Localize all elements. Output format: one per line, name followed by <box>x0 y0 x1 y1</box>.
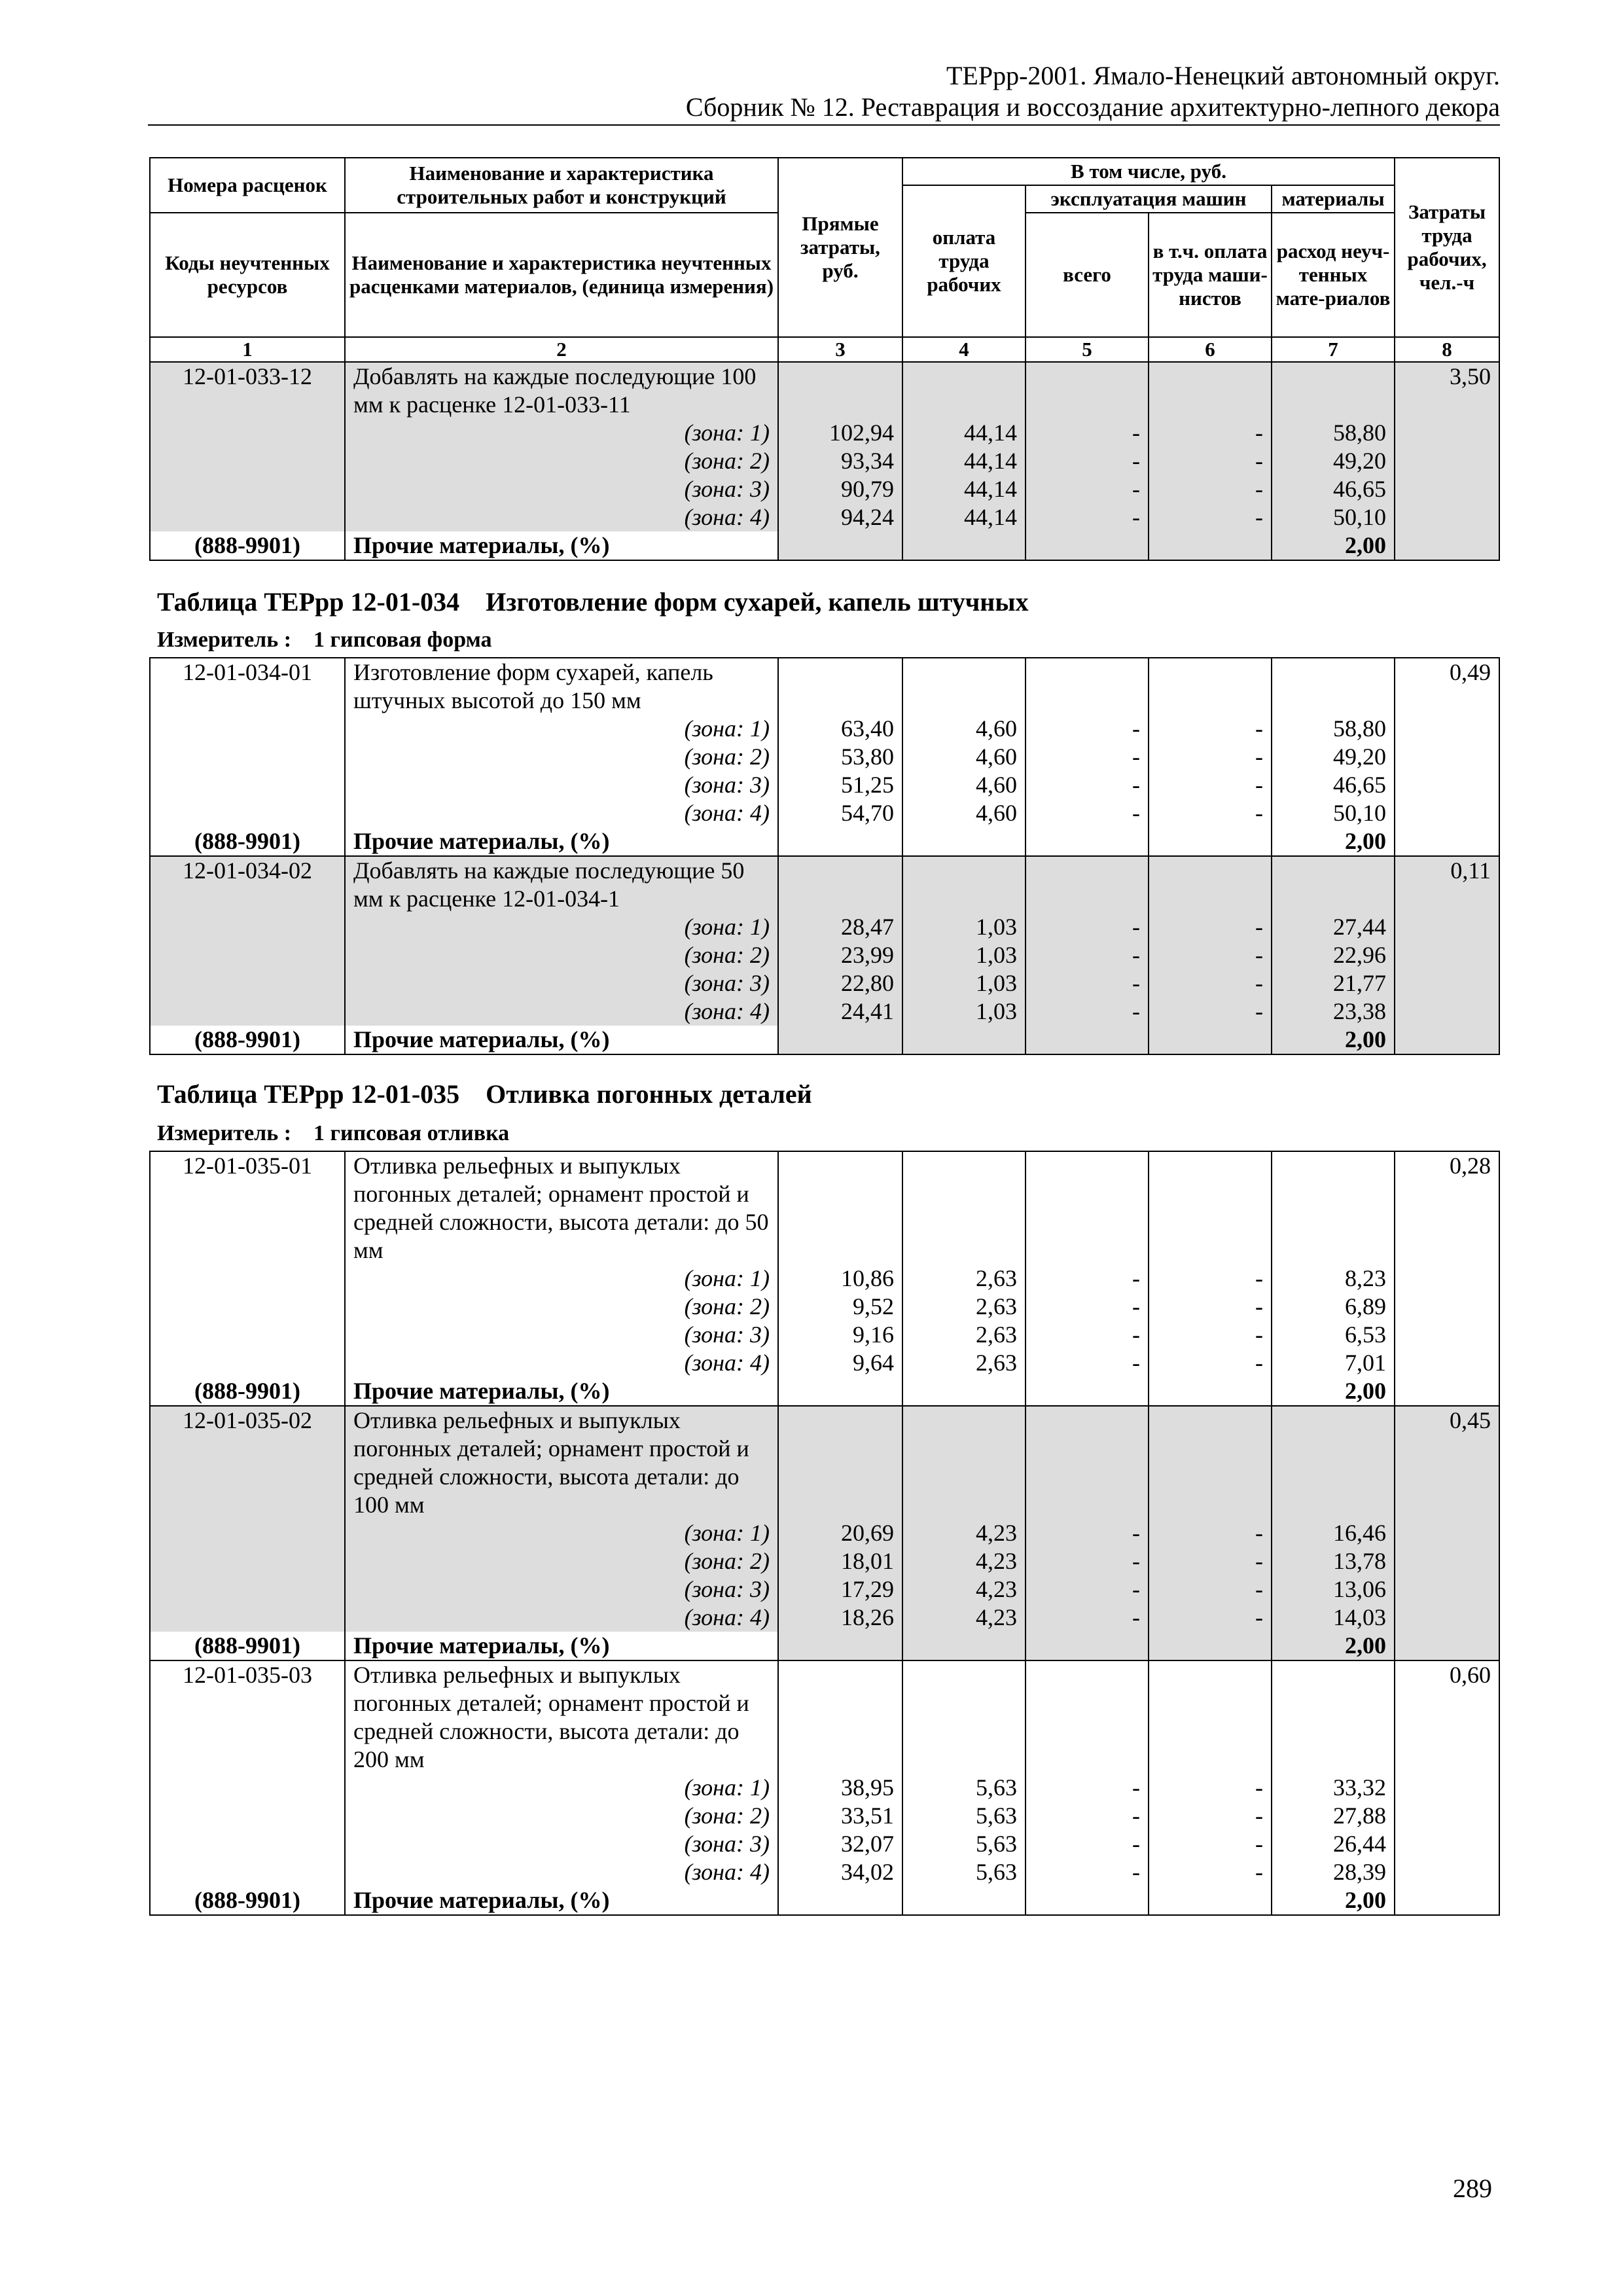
zone-label: (зона: 3) <box>345 475 778 503</box>
rate-code: 12-01-034-02 <box>150 856 345 913</box>
rate-code: 12-01-035-03 <box>150 1660 345 1774</box>
materials: 27,88 <box>1272 1802 1395 1830</box>
direct-cost: 32,07 <box>778 1830 902 1858</box>
direct-cost: 90,79 <box>778 475 902 503</box>
direct-cost: 63,40 <box>778 715 902 743</box>
labor-value: 0,60 <box>1395 1660 1499 1774</box>
zone-label: (зона: 1) <box>345 1265 778 1293</box>
machinist-pay: - <box>1149 503 1272 531</box>
machinist-pay: - <box>1149 715 1272 743</box>
header-direct-costs: Прямые затраты, руб. <box>778 158 902 337</box>
running-header-title: ТЕРрр-2001. Ямало-Ненецкий автономный округ. <box>946 61 1500 90</box>
header-machine-operation: эксплуатация машин <box>1026 185 1272 213</box>
machinist-pay: - <box>1149 799 1272 827</box>
labor-value: 0,28 <box>1395 1151 1499 1265</box>
rate-name: Добавлять на каждые последующие 50 мм к расценке 12-01-034-1 <box>345 856 778 913</box>
machines-total: - <box>1026 1293 1149 1321</box>
misc-materials-row <box>150 1026 1499 1054</box>
rate-title-row <box>150 1660 1499 1774</box>
machinist-pay: - <box>1149 1604 1272 1632</box>
header-rule <box>148 124 1500 126</box>
resource-code: (888-9901) <box>150 827 345 856</box>
zone-row <box>150 913 1499 941</box>
zone-row <box>150 799 1499 827</box>
materials: 50,10 <box>1272 799 1395 827</box>
worker-pay: 1,03 <box>902 969 1026 997</box>
table-column-header <box>150 158 1499 362</box>
zone-label: (зона: 2) <box>345 447 778 475</box>
machinist-pay: - <box>1149 1830 1272 1858</box>
zone-row <box>150 1321 1499 1349</box>
direct-cost: 34,02 <box>778 1858 902 1886</box>
machinist-pay: - <box>1149 941 1272 969</box>
direct-cost: 38,95 <box>778 1774 902 1802</box>
resource-name: Прочие материалы, (%) <box>345 531 778 560</box>
worker-pay: 4,23 <box>902 1519 1026 1547</box>
resource-name: Прочие материалы, (%) <box>345 1886 778 1915</box>
machinist-pay: - <box>1149 771 1272 799</box>
rate-name: Изготовление форм сухарей, капель штучных высотой до 150 мм <box>345 658 778 715</box>
materials: 2,00 <box>1272 827 1395 856</box>
zone-row <box>150 447 1499 475</box>
header-work-name: Наименование и характеристика строительных работ и конструкций <box>345 158 778 213</box>
resource-name: Прочие материалы, (%) <box>345 1632 778 1660</box>
table-measure: Измеритель : 1 гипсовая форма <box>157 628 492 652</box>
rate-title-row <box>150 1406 1499 1519</box>
machines-total: - <box>1026 1830 1149 1858</box>
direct-cost: 102,94 <box>778 419 902 447</box>
rate-group <box>150 1406 1499 1660</box>
rate-group <box>150 658 1499 856</box>
zone-label: (зона: 4) <box>345 1349 778 1377</box>
zone-row <box>150 419 1499 447</box>
machines-total: - <box>1026 941 1149 969</box>
materials: 14,03 <box>1272 1604 1395 1632</box>
machines-total: - <box>1026 1547 1149 1575</box>
materials: 27,44 <box>1272 913 1395 941</box>
column-number: 2 <box>345 337 778 362</box>
column-number: 6 <box>1149 337 1272 362</box>
resource-name: Прочие материалы, (%) <box>345 1026 778 1054</box>
direct-cost: 23,99 <box>778 941 902 969</box>
worker-pay: 44,14 <box>902 475 1026 503</box>
zone-row <box>150 475 1499 503</box>
worker-pay: 4,60 <box>902 799 1026 827</box>
machines-total: - <box>1026 1604 1149 1632</box>
page-number: 289 <box>1453 2174 1492 2203</box>
machinist-pay: - <box>1149 447 1272 475</box>
column-number: 4 <box>902 337 1026 362</box>
misc-materials-row <box>150 1377 1499 1406</box>
materials: 2,00 <box>1272 1377 1395 1406</box>
rate-title-row <box>150 362 1499 419</box>
direct-cost: 28,47 <box>778 913 902 941</box>
column-number: 7 <box>1272 337 1395 362</box>
direct-cost: 9,52 <box>778 1293 902 1321</box>
worker-pay: 5,63 <box>902 1858 1026 1886</box>
zone-row <box>150 771 1499 799</box>
machines-total: - <box>1026 913 1149 941</box>
materials: 6,53 <box>1272 1321 1395 1349</box>
materials: 2,00 <box>1272 1886 1395 1915</box>
zone-label: (зона: 1) <box>345 1519 778 1547</box>
materials: 58,80 <box>1272 419 1395 447</box>
table-caption: Таблица ТЕРрр 12-01-034 Изготовление форм сухарей, капель штучных <box>157 587 1029 617</box>
zone-label: (зона: 1) <box>345 913 778 941</box>
materials: 13,06 <box>1272 1575 1395 1604</box>
resource-code: (888-9901) <box>150 1632 345 1660</box>
machines-total: - <box>1026 743 1149 771</box>
worker-pay: 44,14 <box>902 447 1026 475</box>
direct-cost: 10,86 <box>778 1265 902 1293</box>
machines-total: - <box>1026 771 1149 799</box>
column-number: 5 <box>1026 337 1149 362</box>
worker-pay: 44,14 <box>902 419 1026 447</box>
table-caption: Таблица ТЕРрр 12-01-035 Отливка погонных деталей <box>157 1079 812 1109</box>
rates-table-034 <box>149 657 1500 1055</box>
zone-label: (зона: 4) <box>345 1604 778 1632</box>
worker-pay: 5,63 <box>902 1802 1026 1830</box>
machines-total: - <box>1026 1858 1149 1886</box>
machinist-pay: - <box>1149 1349 1272 1377</box>
rate-name: Добавлять на каждые последующие 100 мм к расценке 12-01-033-11 <box>345 362 778 419</box>
header-labor-costs: Затраты труда рабочих, чел.-ч <box>1395 158 1499 337</box>
zone-row <box>150 503 1499 531</box>
direct-cost: 33,51 <box>778 1802 902 1830</box>
zone-label: (зона: 2) <box>345 1293 778 1321</box>
worker-pay: 4,60 <box>902 743 1026 771</box>
direct-cost: 24,41 <box>778 997 902 1026</box>
machines-total: - <box>1026 1321 1149 1349</box>
rates-table-033 <box>149 157 1500 561</box>
zone-label: (зона: 3) <box>345 969 778 997</box>
machinist-pay: - <box>1149 1774 1272 1802</box>
machinist-pay: - <box>1149 913 1272 941</box>
direct-cost: 93,34 <box>778 447 902 475</box>
machinist-pay: - <box>1149 1321 1272 1349</box>
direct-cost: 18,26 <box>778 1604 902 1632</box>
materials: 33,32 <box>1272 1774 1395 1802</box>
materials: 22,96 <box>1272 941 1395 969</box>
worker-pay: 1,03 <box>902 913 1026 941</box>
zone-label: (зона: 2) <box>345 941 778 969</box>
machinist-pay: - <box>1149 969 1272 997</box>
header-material-consumption: расход неуч-тенных мате-риалов <box>1272 213 1395 337</box>
zone-label: (зона: 4) <box>345 799 778 827</box>
machines-total: - <box>1026 1349 1149 1377</box>
resource-name: Прочие материалы, (%) <box>345 1377 778 1406</box>
zone-label: (зона: 1) <box>345 419 778 447</box>
materials: 16,46 <box>1272 1519 1395 1547</box>
materials: 28,39 <box>1272 1858 1395 1886</box>
resource-code: (888-9901) <box>150 1377 345 1406</box>
direct-cost: 9,16 <box>778 1321 902 1349</box>
rates-table-035 <box>149 1151 1500 1916</box>
machinist-pay: - <box>1149 743 1272 771</box>
header-worker-pay: оплата труда рабочих <box>902 185 1026 337</box>
direct-cost: 94,24 <box>778 503 902 531</box>
rate-code: 12-01-033-12 <box>150 362 345 419</box>
zone-row <box>150 743 1499 771</box>
zone-label: (зона: 4) <box>345 1858 778 1886</box>
machinist-pay: - <box>1149 419 1272 447</box>
direct-cost: 20,69 <box>778 1519 902 1547</box>
materials: 6,89 <box>1272 1293 1395 1321</box>
misc-materials-row <box>150 1886 1499 1915</box>
column-number: 8 <box>1395 337 1499 362</box>
machines-total: - <box>1026 997 1149 1026</box>
zone-row <box>150 1293 1499 1321</box>
worker-pay: 4,23 <box>902 1575 1026 1604</box>
materials: 26,44 <box>1272 1830 1395 1858</box>
machines-total: - <box>1026 475 1149 503</box>
worker-pay: 4,60 <box>902 771 1026 799</box>
materials: 46,65 <box>1272 475 1395 503</box>
header-machines-total: всего <box>1026 213 1149 337</box>
machines-total: - <box>1026 969 1149 997</box>
zone-row <box>150 715 1499 743</box>
column-number: 1 <box>150 337 345 362</box>
machines-total: - <box>1026 1519 1149 1547</box>
machinist-pay: - <box>1149 1802 1272 1830</box>
direct-cost: 17,29 <box>778 1575 902 1604</box>
materials: 8,23 <box>1272 1265 1395 1293</box>
machinist-pay: - <box>1149 1519 1272 1547</box>
zone-label: (зона: 1) <box>345 715 778 743</box>
machines-total: - <box>1026 715 1149 743</box>
materials: 2,00 <box>1272 531 1395 560</box>
header-machinist-pay: в т.ч. оплата труда маши-нистов <box>1149 213 1272 337</box>
zone-label: (зона: 2) <box>345 1547 778 1575</box>
materials: 7,01 <box>1272 1349 1395 1377</box>
worker-pay: 1,03 <box>902 941 1026 969</box>
rate-name: Отливка рельефных и выпуклых погонных деталей; орнамент простой и средней сложности, высота детали: до 50 мм <box>345 1151 778 1265</box>
rate-code: 12-01-035-02 <box>150 1406 345 1519</box>
worker-pay: 5,63 <box>902 1830 1026 1858</box>
machinist-pay: - <box>1149 475 1272 503</box>
zone-row <box>150 1858 1499 1886</box>
zone-row <box>150 997 1499 1026</box>
zone-label: (зона: 3) <box>345 771 778 799</box>
worker-pay: 2,63 <box>902 1321 1026 1349</box>
zone-row <box>150 1604 1499 1632</box>
rate-title-row <box>150 856 1499 913</box>
zone-label: (зона: 3) <box>345 1830 778 1858</box>
machinist-pay: - <box>1149 1293 1272 1321</box>
running-header-subtitle: Сборник № 12. Реставрация и воссоздание архитектурно-лепного декора <box>685 92 1500 122</box>
labor-value: 3,50 <box>1395 362 1499 419</box>
zone-label: (зона: 4) <box>345 503 778 531</box>
misc-materials-row <box>150 531 1499 560</box>
rate-code: 12-01-035-01 <box>150 1151 345 1265</box>
worker-pay: 4,60 <box>902 715 1026 743</box>
worker-pay: 4,23 <box>902 1604 1026 1632</box>
materials: 13,78 <box>1272 1547 1395 1575</box>
materials: 2,00 <box>1272 1026 1395 1054</box>
zone-label: (зона: 3) <box>345 1575 778 1604</box>
materials: 23,38 <box>1272 997 1395 1026</box>
table-measure: Измеритель : 1 гипсовая отливка <box>157 1121 510 1145</box>
resource-name: Прочие материалы, (%) <box>345 827 778 856</box>
materials: 2,00 <box>1272 1632 1395 1660</box>
labor-value: 0,45 <box>1395 1406 1499 1519</box>
worker-pay: 5,63 <box>902 1774 1026 1802</box>
resource-code: (888-9901) <box>150 1886 345 1915</box>
worker-pay: 2,63 <box>902 1349 1026 1377</box>
worker-pay: 44,14 <box>902 503 1026 531</box>
zone-row <box>150 1547 1499 1575</box>
zone-row <box>150 1265 1499 1293</box>
worker-pay: 1,03 <box>902 997 1026 1026</box>
zone-row <box>150 1802 1499 1830</box>
resource-code: (888-9901) <box>150 531 345 560</box>
misc-materials-row <box>150 827 1499 856</box>
direct-cost: 18,01 <box>778 1547 902 1575</box>
rate-name: Отливка рельефных и выпуклых погонных деталей; орнамент простой и средней сложности, высота детали: до 200 мм <box>345 1660 778 1774</box>
machinist-pay: - <box>1149 1858 1272 1886</box>
worker-pay: 2,63 <box>902 1265 1026 1293</box>
machines-total: - <box>1026 1265 1149 1293</box>
machines-total: - <box>1026 447 1149 475</box>
rate-group <box>150 362 1499 560</box>
zone-label: (зона: 3) <box>345 1321 778 1349</box>
machinist-pay: - <box>1149 1575 1272 1604</box>
zone-label: (зона: 2) <box>345 1802 778 1830</box>
header-resource-codes: Коды неучтенных ресурсов <box>150 213 345 337</box>
machines-total: - <box>1026 503 1149 531</box>
rate-code: 12-01-034-01 <box>150 658 345 715</box>
machines-total: - <box>1026 1575 1149 1604</box>
materials: 50,10 <box>1272 503 1395 531</box>
materials: 49,20 <box>1272 743 1395 771</box>
zone-label: (зона: 4) <box>345 997 778 1026</box>
zone-row <box>150 941 1499 969</box>
zone-row <box>150 1575 1499 1604</box>
direct-cost: 51,25 <box>778 771 902 799</box>
machines-total: - <box>1026 799 1149 827</box>
machinist-pay: - <box>1149 1547 1272 1575</box>
zone-row <box>150 1349 1499 1377</box>
labor-value: 0,49 <box>1395 658 1499 715</box>
worker-pay: 2,63 <box>902 1293 1026 1321</box>
column-number: 3 <box>778 337 902 362</box>
materials: 21,77 <box>1272 969 1395 997</box>
zone-row <box>150 1830 1499 1858</box>
rate-group <box>150 1151 1499 1406</box>
direct-cost: 53,80 <box>778 743 902 771</box>
header-materials: материалы <box>1272 185 1395 213</box>
direct-cost: 22,80 <box>778 969 902 997</box>
zone-row <box>150 1774 1499 1802</box>
zone-label: (зона: 2) <box>345 743 778 771</box>
zone-row <box>150 969 1499 997</box>
rate-title-row <box>150 658 1499 715</box>
machines-total: - <box>1026 419 1149 447</box>
worker-pay: 4,23 <box>902 1547 1026 1575</box>
materials: 58,80 <box>1272 715 1395 743</box>
header-rate-numbers: Номера расценок <box>150 158 345 213</box>
labor-value: 0,11 <box>1395 856 1499 913</box>
machines-total: - <box>1026 1802 1149 1830</box>
machinist-pay: - <box>1149 997 1272 1026</box>
header-material-name: Наименование и характеристика неучтенных расценками материалов, (единица измерения) <box>345 213 778 337</box>
zone-row <box>150 1519 1499 1547</box>
rate-name: Отливка рельефных и выпуклых погонных деталей; орнамент простой и средней сложности, высота детали: до 100 мм <box>345 1406 778 1519</box>
materials: 46,65 <box>1272 771 1395 799</box>
materials: 49,20 <box>1272 447 1395 475</box>
machinist-pay: - <box>1149 1265 1272 1293</box>
machines-total: - <box>1026 1774 1149 1802</box>
rate-title-row <box>150 1151 1499 1265</box>
resource-code: (888-9901) <box>150 1026 345 1054</box>
rate-group <box>150 1660 1499 1915</box>
misc-materials-row <box>150 1632 1499 1660</box>
zone-label: (зона: 1) <box>345 1774 778 1802</box>
header-including: В том числе, руб. <box>902 158 1395 185</box>
direct-cost: 9,64 <box>778 1349 902 1377</box>
direct-cost: 54,70 <box>778 799 902 827</box>
rate-group <box>150 856 1499 1054</box>
